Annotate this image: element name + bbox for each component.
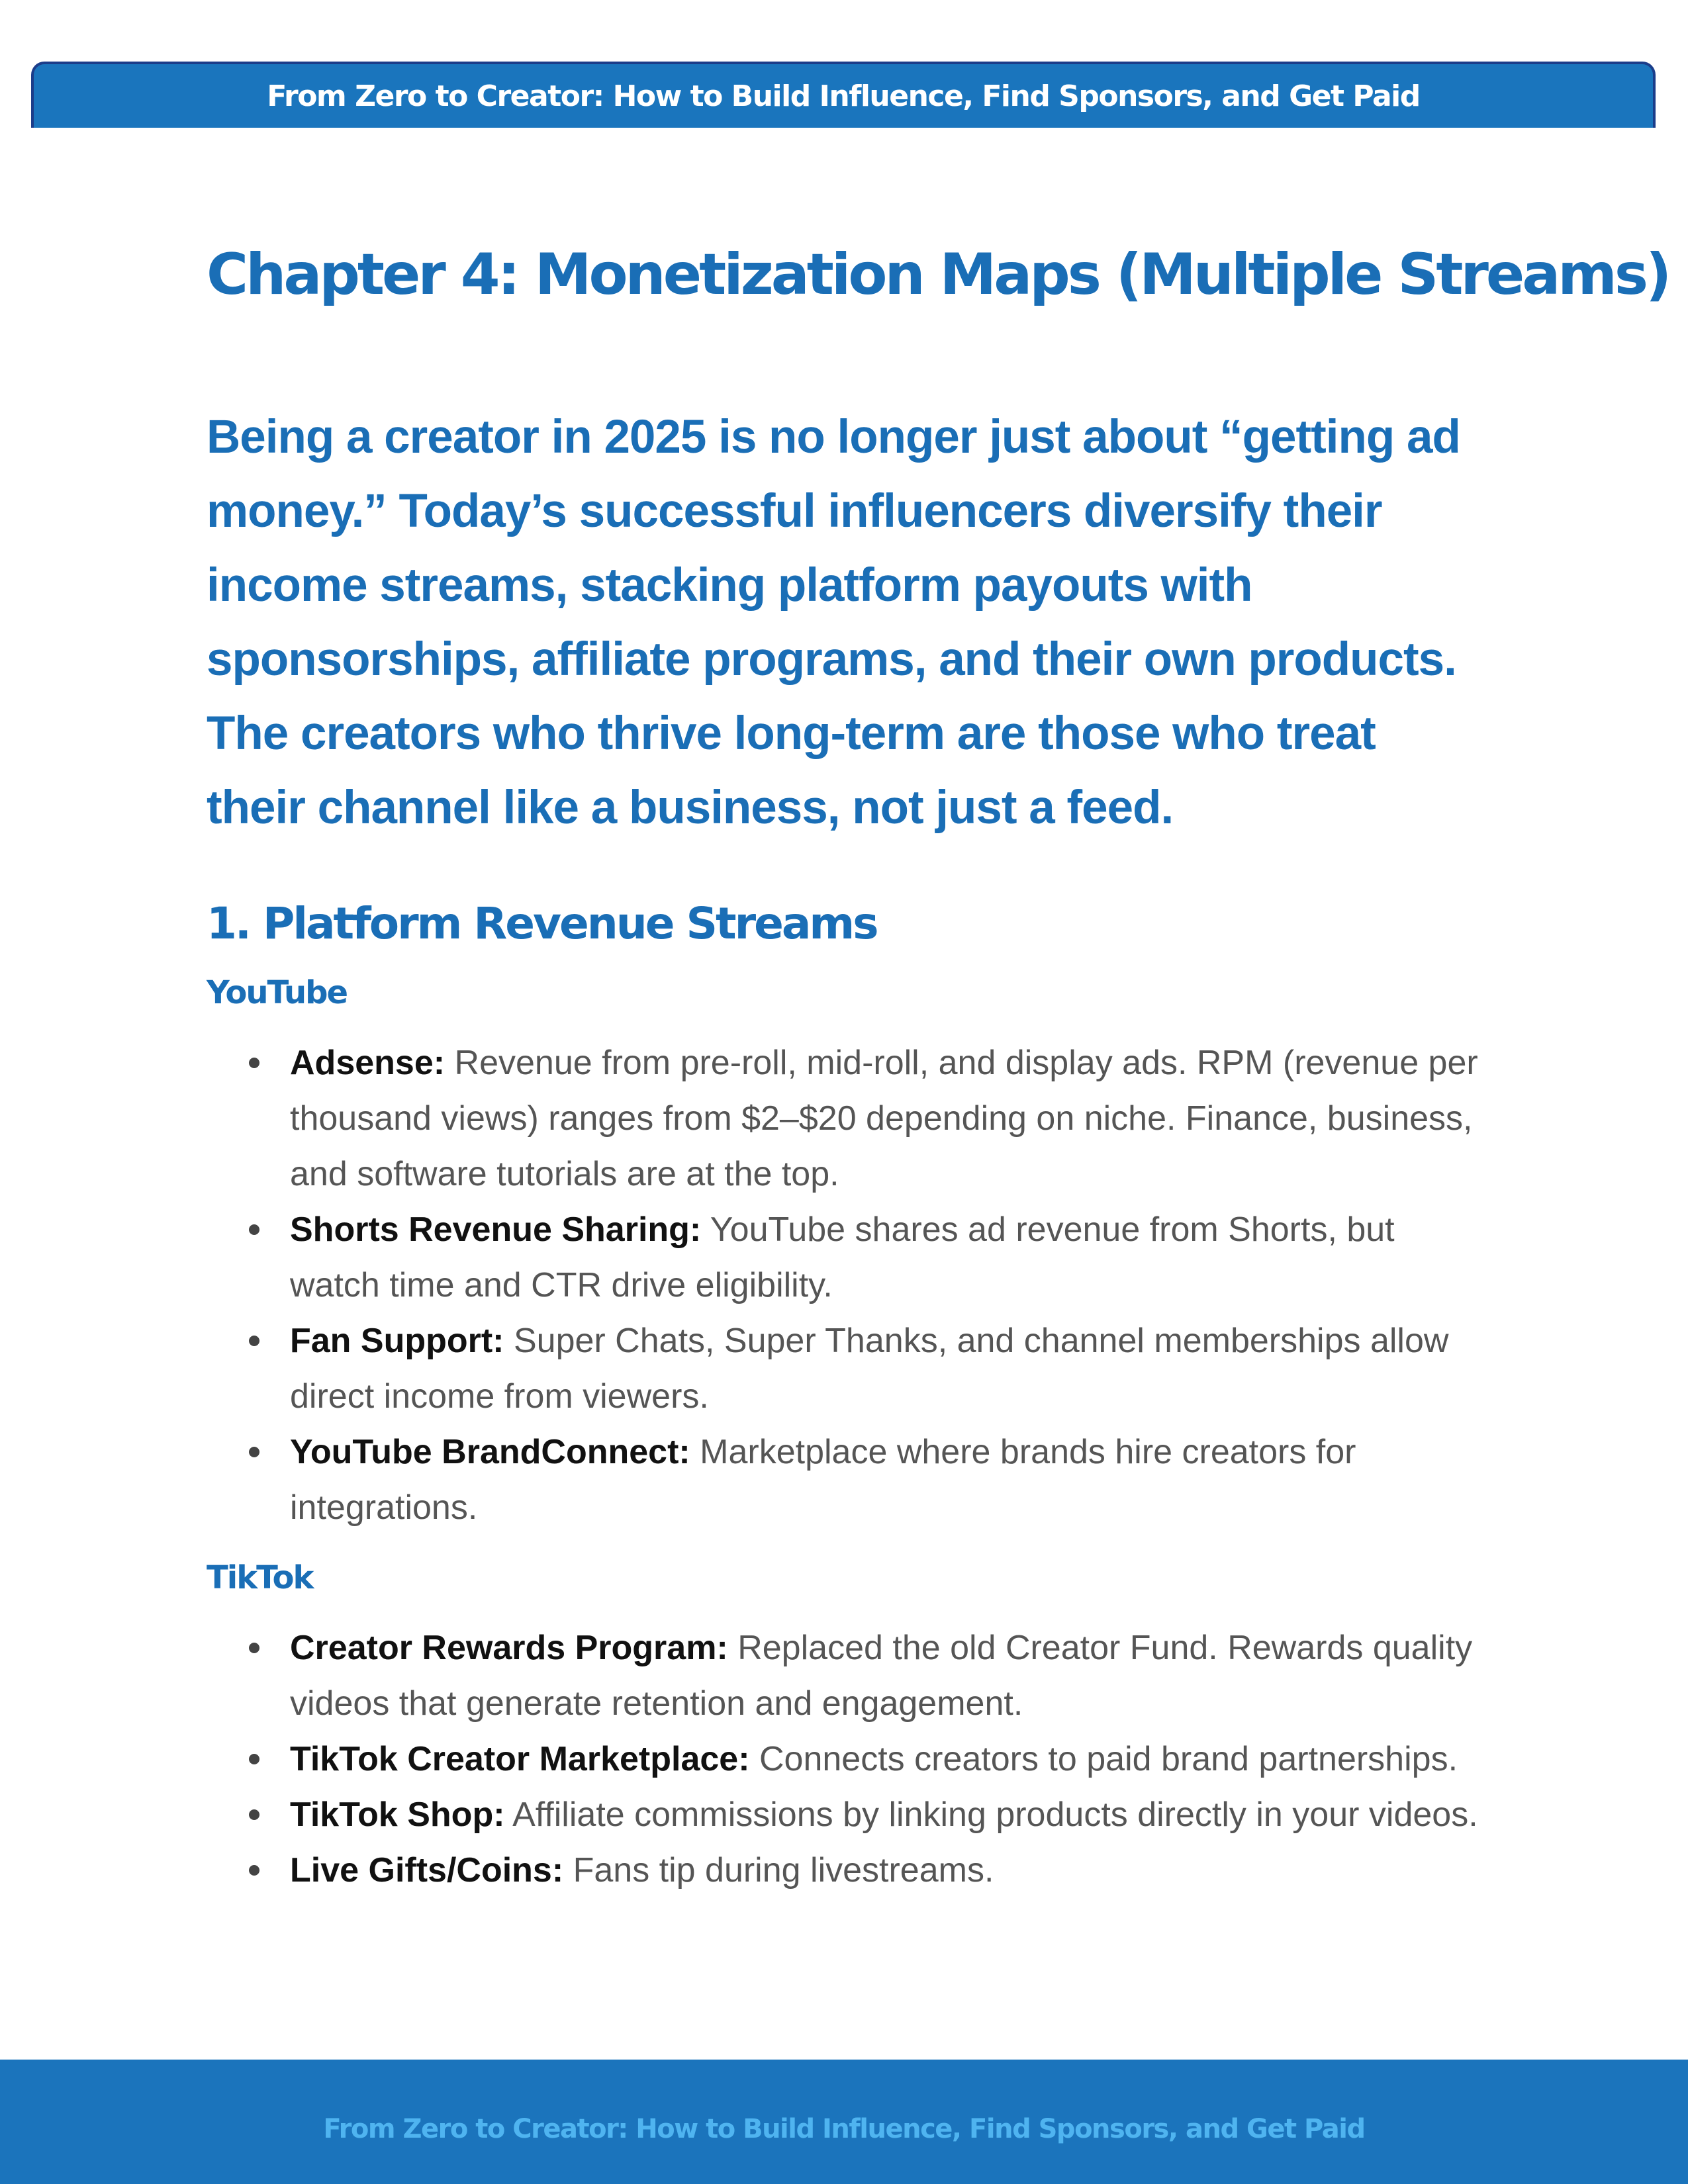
item-text: Super Chats, Super Thanks, and channel memberships allow direct income from viewers. — [290, 1322, 1449, 1416]
page-footer — [0, 2060, 1688, 2184]
footer-title: From Zero to Creator: How to Build Influence, Find Sponsors, and Get Paid — [323, 2114, 1365, 2144]
section-title: 1. Platform Revenue Streams — [207, 898, 877, 949]
list-item — [207, 1620, 1484, 1731]
item-label: Creator Rewards Program: — [290, 1629, 728, 1667]
chapter-intro: Being a creator in 2025 is no longer just about “getting ad money.” Today’s successful influencers diversify their income streams, stacking platform payouts with sponsorships, affiliate programs, and their own products. The creators who thrive long-term are those who treat their channel like a business, not just a feed. — [207, 411, 1460, 834]
item-text: Marketplace where brands hire creators for integrations. — [290, 1433, 1356, 1527]
list-item — [207, 1843, 1484, 1898]
page-header — [31, 62, 1656, 128]
list-item — [207, 1424, 1484, 1535]
item-text: YouTube shares ad revenue from Shorts, but watch time and CTR drive eligibility. — [290, 1210, 1395, 1304]
list-item — [207, 1313, 1484, 1424]
item-text: Connects creators to paid brand partnerships. — [749, 1740, 1458, 1778]
tiktok-list — [207, 1620, 1484, 1898]
list-item — [207, 1202, 1484, 1313]
item-text: Affiliate commissions by linking products directly in your videos. — [504, 1796, 1478, 1834]
youtube-list — [207, 1035, 1484, 1535]
item-label: Adsense: — [290, 1044, 445, 1082]
header-title: From Zero to Creator: How to Build Influence, Find Sponsors, and Get Paid — [267, 79, 1420, 113]
item-label: TikTok Shop: — [290, 1796, 505, 1834]
item-label: YouTube BrandConnect: — [290, 1433, 690, 1471]
item-label: Live Gifts/Coins: — [290, 1851, 564, 1889]
item-label: TikTok Creator Marketplace: — [290, 1740, 750, 1778]
list-item — [207, 1731, 1484, 1787]
list-item — [207, 1035, 1484, 1202]
tiktok-heading: TikTok — [207, 1559, 313, 1596]
item-text: Revenue from pre-roll, mid-roll, and display ads. RPM (revenue per thousand views) ranges from $2–$20 depending on niche. Finance, business, and software tutorials are at the top. — [290, 1044, 1478, 1193]
list-item — [207, 1787, 1484, 1843]
youtube-heading: YouTube — [207, 974, 348, 1011]
item-label: Fan Support: — [290, 1322, 504, 1360]
item-text: Replaced the old Creator Fund. Rewards quality videos that generate retention and engagement. — [290, 1629, 1473, 1723]
item-label: Shorts Revenue Sharing: — [290, 1210, 702, 1249]
item-text: Fans tip during livestreams. — [563, 1851, 994, 1889]
chapter-title: Chapter 4: Monetization Maps (Multiple Streams) — [207, 242, 1669, 308]
